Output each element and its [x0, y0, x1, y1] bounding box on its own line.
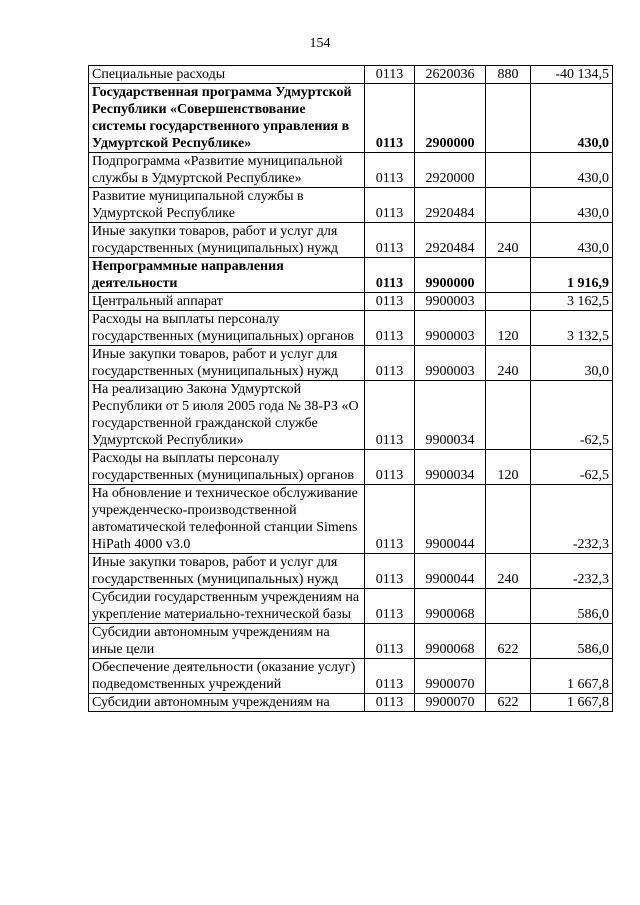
row-type-cell — [486, 84, 531, 153]
row-code-cell: 9900068 — [415, 624, 486, 659]
row-code-cell: 9900044 — [415, 485, 486, 554]
table-row — [89, 258, 613, 293]
row-type-cell — [486, 659, 531, 694]
row-code-cell: 9900034 — [415, 450, 486, 485]
row-amount-cell: -62,5 — [531, 381, 613, 450]
row-amount-cell: -62,5 — [531, 450, 613, 485]
row-section-cell: 0113 — [365, 66, 415, 84]
row-section-cell: 0113 — [365, 293, 415, 311]
row-section-cell: 0113 — [365, 624, 415, 659]
row-code-cell: 9900044 — [415, 554, 486, 589]
row-section-cell: 0113 — [365, 84, 415, 153]
row-section-cell: 0113 — [365, 258, 415, 293]
row-code-cell: 2920484 — [415, 223, 486, 258]
table-row — [89, 66, 613, 84]
row-type-cell: 240 — [486, 554, 531, 589]
row-section-cell: 0113 — [365, 311, 415, 346]
row-type-cell — [486, 589, 531, 624]
row-type-cell — [486, 485, 531, 554]
table-row — [89, 694, 613, 712]
row-code-cell: 9900003 — [415, 346, 486, 381]
table-row — [89, 346, 613, 381]
row-amount-cell: 3 132,5 — [531, 311, 613, 346]
row-type-cell: 240 — [486, 346, 531, 381]
row-amount-cell: 430,0 — [531, 223, 613, 258]
row-name-cell: Расходы на выплаты персоналу государственных (муниципальных) органов — [89, 311, 365, 346]
budget-table — [88, 65, 613, 712]
row-name-cell: На обновление и техническое обслуживание учрежденческо-производственной автоматической телефонной станции Simens HiPath 4000 v3.0 — [89, 485, 365, 554]
row-amount-cell: 586,0 — [531, 624, 613, 659]
row-name-cell: Непрограммные направления деятельности — [89, 258, 365, 293]
table-row — [89, 485, 613, 554]
row-code-cell: 9900003 — [415, 293, 486, 311]
row-type-cell — [486, 293, 531, 311]
table-row — [89, 223, 613, 258]
row-amount-cell: 1 667,8 — [531, 659, 613, 694]
budget-table-body — [89, 66, 613, 712]
row-name-cell: Иные закупки товаров, работ и услуг для государственных (муниципальных) нужд — [89, 554, 365, 589]
row-name-cell: Государственная программа Удмуртской Республики «Совершенствование системы государственного управления в Удмуртской Республике» — [89, 84, 365, 153]
table-row — [89, 153, 613, 188]
row-amount-cell: 430,0 — [531, 84, 613, 153]
row-section-cell: 0113 — [365, 694, 415, 712]
row-type-cell: 120 — [486, 311, 531, 346]
row-type-cell: 622 — [486, 624, 531, 659]
row-code-cell: 2620036 — [415, 66, 486, 84]
row-section-cell: 0113 — [365, 153, 415, 188]
row-section-cell: 0113 — [365, 589, 415, 624]
row-name-cell: Субсидии автономным учреждениям на — [89, 694, 365, 712]
table-row — [89, 554, 613, 589]
row-amount-cell: 1 667,8 — [531, 694, 613, 712]
row-type-cell: 880 — [486, 66, 531, 84]
row-name-cell: Специальные расходы — [89, 66, 365, 84]
row-type-cell: 120 — [486, 450, 531, 485]
table-row — [89, 589, 613, 624]
table-row — [89, 84, 613, 153]
row-name-cell: Развитие муниципальной службы в Удмуртской Республике — [89, 188, 365, 223]
table-row — [89, 188, 613, 223]
row-amount-cell: 430,0 — [531, 153, 613, 188]
row-amount-cell: -232,3 — [531, 554, 613, 589]
row-amount-cell: 3 162,5 — [531, 293, 613, 311]
row-section-cell: 0113 — [365, 659, 415, 694]
row-amount-cell: -232,3 — [531, 485, 613, 554]
table-row — [89, 381, 613, 450]
table-row — [89, 659, 613, 694]
row-section-cell: 0113 — [365, 554, 415, 589]
row-name-cell: Иные закупки товаров, работ и услуг для государственных (муниципальных) нужд — [89, 346, 365, 381]
row-section-cell: 0113 — [365, 381, 415, 450]
row-name-cell: Субсидии автономным учреждениям на иные цели — [89, 624, 365, 659]
row-section-cell: 0113 — [365, 346, 415, 381]
row-code-cell: 9900070 — [415, 659, 486, 694]
row-name-cell: Подпрограмма «Развитие муниципальной службы в Удмуртской Республике» — [89, 153, 365, 188]
row-code-cell: 9900070 — [415, 694, 486, 712]
row-type-cell — [486, 258, 531, 293]
row-type-cell: 622 — [486, 694, 531, 712]
row-code-cell: 9900000 — [415, 258, 486, 293]
row-type-cell — [486, 188, 531, 223]
row-code-cell: 9900003 — [415, 311, 486, 346]
table-row — [89, 293, 613, 311]
row-name-cell: Обеспечение деятельности (оказание услуг) подведомственных учреждений — [89, 659, 365, 694]
row-section-cell: 0113 — [365, 450, 415, 485]
row-code-cell: 9900068 — [415, 589, 486, 624]
row-section-cell: 0113 — [365, 485, 415, 554]
row-amount-cell: 30,0 — [531, 346, 613, 381]
row-amount-cell: 1 916,9 — [531, 258, 613, 293]
row-type-cell — [486, 381, 531, 450]
row-name-cell: Расходы на выплаты персоналу государственных (муниципальных) органов — [89, 450, 365, 485]
table-row — [89, 450, 613, 485]
row-name-cell: Субсидии государственным учреждениям на укрепление материально-технической базы — [89, 589, 365, 624]
page-number: 154 — [309, 36, 331, 51]
row-code-cell: 2900000 — [415, 84, 486, 153]
table-row — [89, 624, 613, 659]
row-code-cell: 2920484 — [415, 188, 486, 223]
row-type-cell — [486, 153, 531, 188]
row-amount-cell: -40 134,5 — [531, 66, 613, 84]
row-name-cell: Центральный аппарат — [89, 293, 365, 311]
table-row — [89, 311, 613, 346]
row-name-cell: Иные закупки товаров, работ и услуг для государственных (муниципальных) нужд — [89, 223, 365, 258]
row-name-cell: На реализацию Закона Удмуртской Республики от 5 июля 2005 года № 38-РЗ «О государственной гражданской службе Удмуртской Республики» — [89, 381, 365, 450]
row-code-cell: 9900034 — [415, 381, 486, 450]
row-type-cell: 240 — [486, 223, 531, 258]
row-amount-cell: 586,0 — [531, 589, 613, 624]
row-section-cell: 0113 — [365, 223, 415, 258]
row-code-cell: 2920000 — [415, 153, 486, 188]
row-amount-cell: 430,0 — [531, 188, 613, 223]
row-section-cell: 0113 — [365, 188, 415, 223]
